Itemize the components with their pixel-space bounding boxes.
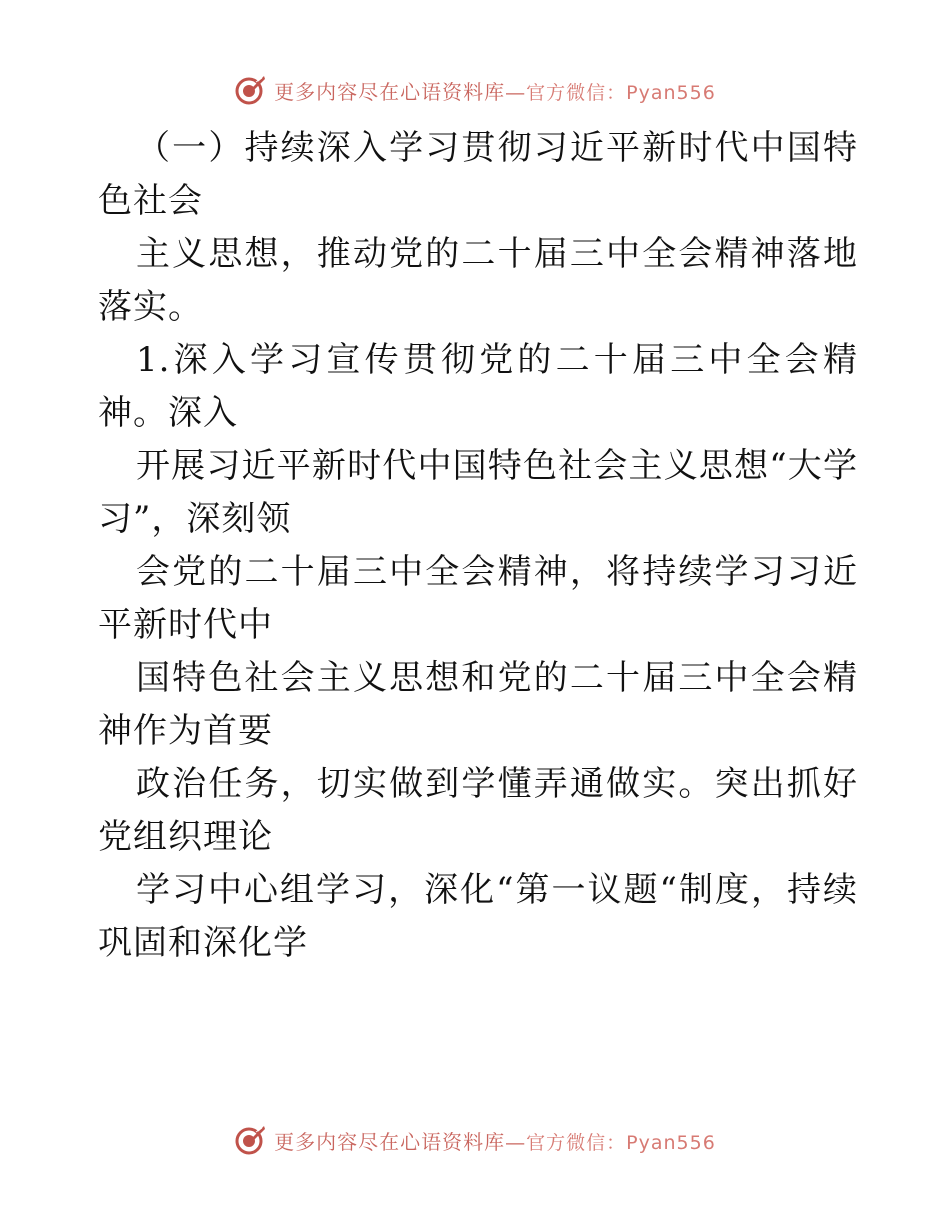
footer-banner-subtitle: 官方微信：Pyan556	[526, 1131, 716, 1154]
paragraph-1: （一）持续深入学习贯彻习近平新时代中国特色社会	[98, 128, 858, 221]
header-watermark-banner	[0, 70, 950, 110]
footer-banner-title: 更多内容尽在心语资料库	[274, 1129, 506, 1154]
header-banner-title: 更多内容尽在心语资料库	[274, 79, 506, 104]
footer-watermark-banner	[0, 1120, 950, 1160]
paragraph-3: 1.深入学习宣传贯彻党的二十届三中全会精神。深入	[98, 340, 858, 433]
paragraph-6: 国特色社会主义思想和党的二十届三中全会精神作为首要	[98, 658, 858, 751]
footer-banner-text	[274, 1126, 716, 1155]
red-feather-seal-icon	[234, 73, 268, 107]
paragraph-8: 学习中心组学习，深化“第一议题“制度，持续巩固和深化学	[98, 870, 858, 963]
document-body	[98, 122, 858, 970]
paragraph-4: 开展习近平新时代中国特色社会主义思想“大学习”，深刻领	[98, 446, 858, 539]
header-banner-text	[274, 76, 716, 105]
footer-banner-dash: —	[505, 1129, 527, 1154]
paragraph-7: 政治任务，切实做到学懂弄通做实。突出抓好党组织理论	[98, 764, 858, 857]
header-banner-dash: —	[505, 79, 527, 104]
red-feather-seal-icon	[234, 1123, 268, 1157]
header-banner-subtitle: 官方微信：Pyan556	[526, 81, 716, 104]
paragraph-2: 主义思想，推动党的二十届三中全会精神落地落实。	[98, 234, 858, 327]
paragraph-5: 会党的二十届三中全会精神，将持续学习习近平新时代中	[98, 552, 858, 645]
